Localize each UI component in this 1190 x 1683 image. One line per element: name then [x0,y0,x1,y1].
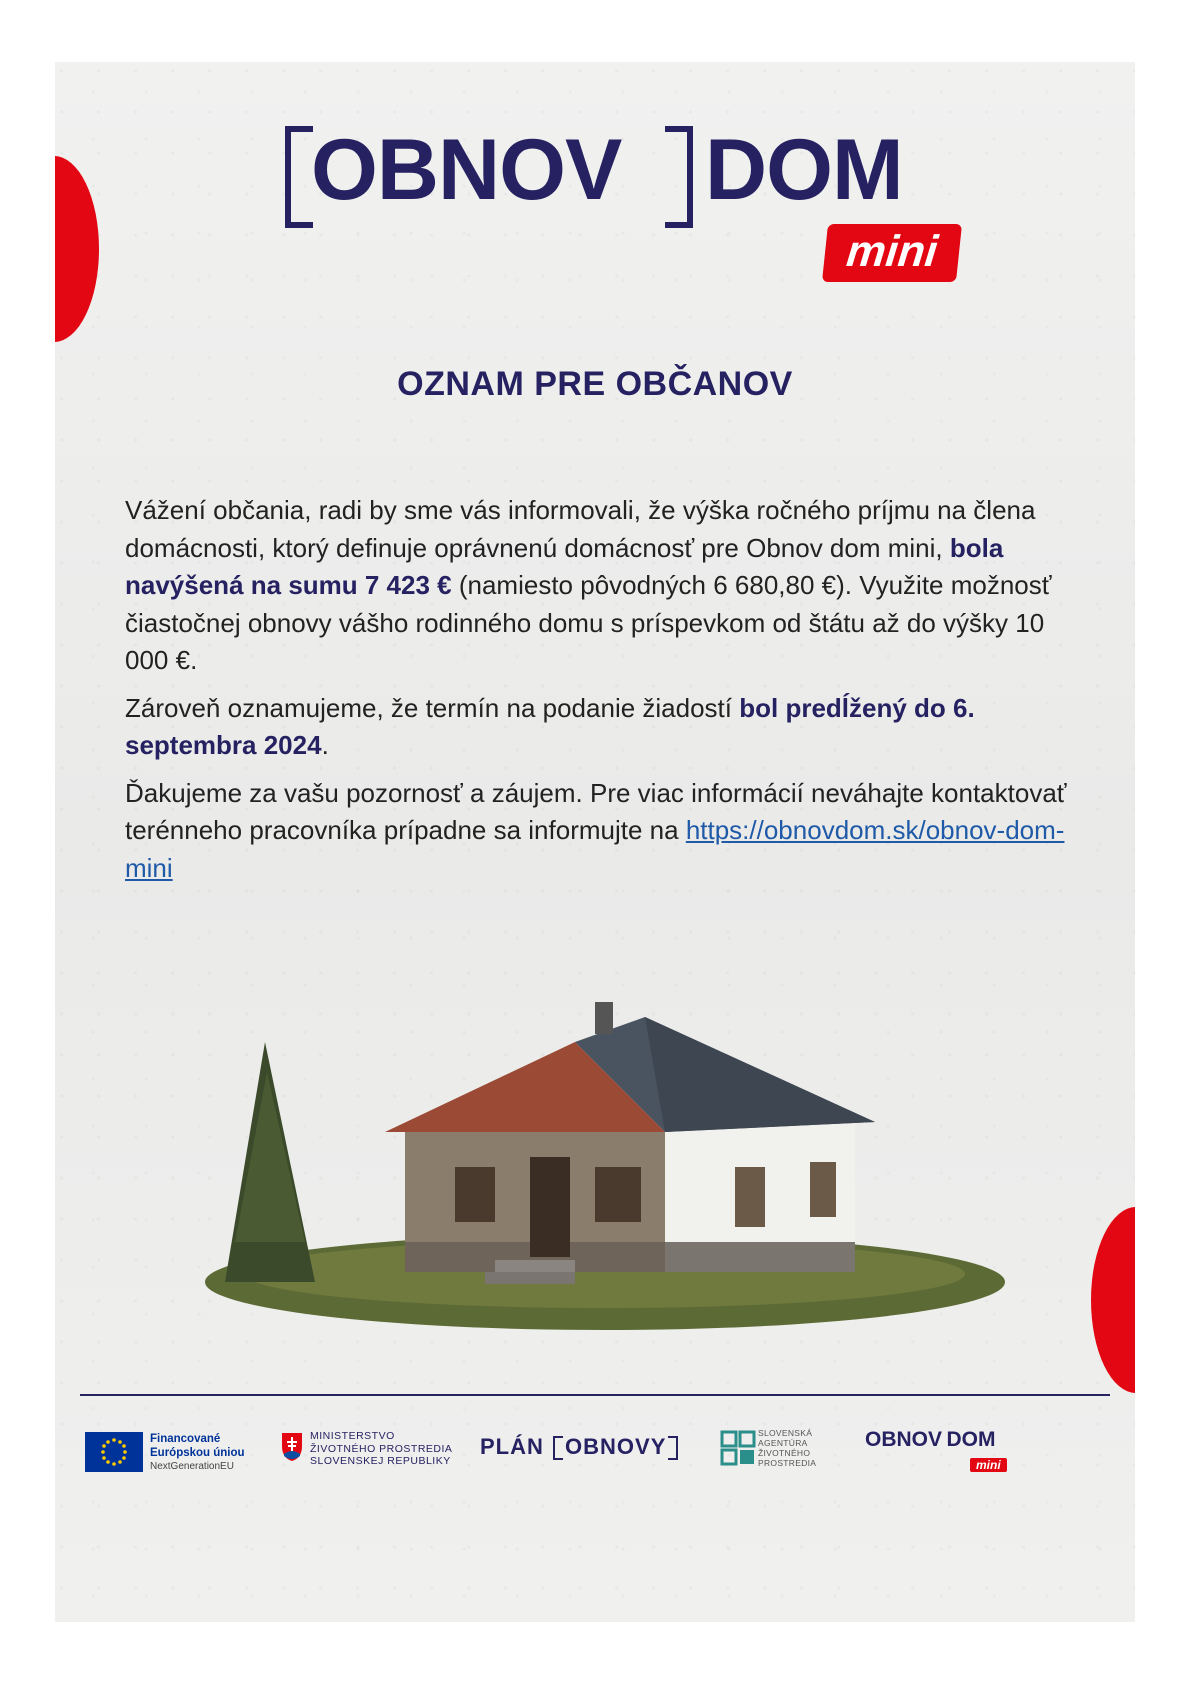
page-title: OZNAM PRE OBČANOV [397,365,793,403]
sazp-line-3: ŽIVOTNÉHO [758,1448,811,1458]
logo-word-obnov: OBNOV [311,122,622,218]
sazp-line-4: PROSTREDIA [758,1458,817,1468]
deadline-text-start: Zároveň oznamujeme, že termín na podanie žiadostí [125,692,740,723]
sazp-logo-icon [720,1430,756,1468]
footer-obnov-dom-mini-logo [865,1428,1001,1472]
eu-funding-text [150,1432,245,1474]
eu-flag-icon [85,1432,143,1472]
deadline-highlight: bol predĺžený do 6. septembra 2024 [125,692,975,760]
notice-poster [55,62,1135,1622]
income-text-end: (namiesto pôvodných 6 680,80 €). Využite možnosť čiastočnej obnovy vášho rodinného domu s príspevkom od štátu až do výšky 10 000 €. [125,570,1052,675]
footer-logo-dom: DOM [946,1428,996,1451]
paragraph-income [125,492,1075,680]
income-text-start: Vážení občania, radi by sme vás informovali, že výška ročného príjmu na člena domácnosti, ktorý definuje oprávnenú domácnosť pre Obnov dom mini, [125,495,1036,563]
sazp-line-1: SLOVENSKÁ [758,1428,813,1438]
obnovy-word: OBNOVY [565,1434,667,1459]
plan-obnovy-logo [480,1434,680,1460]
sazp-line-2: AGENTÚRA [758,1438,808,1448]
logo-mini-badge: mini [822,224,962,282]
footer-divider [80,1394,1110,1396]
footer-logo-mini-badge: mini [970,1458,1007,1472]
eu-line-2: Európskou úniou [150,1447,245,1459]
logo-word-dom: DOM [705,122,903,218]
ministry-line-2: ŽIVOTNÉHO PROSTREDIA [310,1442,453,1455]
paragraph-deadline [125,690,1075,765]
info-link[interactable]: https://obnovdom.sk/obnov-dom-mini [125,815,1065,883]
ministry-line-1: MINISTERSTVO [310,1430,395,1442]
logo-bracket-left [285,126,313,228]
plan-bracket-right [668,1436,678,1460]
contact-text: Ďakujeme za vašu pozornosť a záujem. Pre viac informácií neváhajte kontaktovať terénneho pracovníka prípadne sa informujte na [125,777,1067,845]
logo-bracket-right [665,126,693,228]
income-highlight: bola navýšená na sumu 7 423 € [125,532,1004,600]
ministry-text [310,1430,452,1468]
obnov-dom-mini-logo [285,122,940,282]
paragraph-contact [125,775,1075,888]
house-illustration [155,942,1035,1362]
eu-line-3: NextGenerationEU [150,1461,234,1472]
slovak-coat-of-arms-icon [281,1432,303,1462]
sazp-text [758,1428,816,1468]
ministry-line-3: SLOVENSKEJ REPUBLIKY [310,1455,451,1467]
plan-bracket-left [553,1436,563,1460]
footer-logos [55,1422,1135,1502]
footer-logo-obnov: OBNOV [865,1428,943,1451]
deadline-text-end: . [321,730,329,760]
red-accent-left [55,156,99,342]
eu-line-1: Financované [150,1433,221,1445]
red-accent-right [1091,1207,1135,1393]
notice-body [125,492,1075,897]
plan-word: PLÁN [480,1434,544,1459]
